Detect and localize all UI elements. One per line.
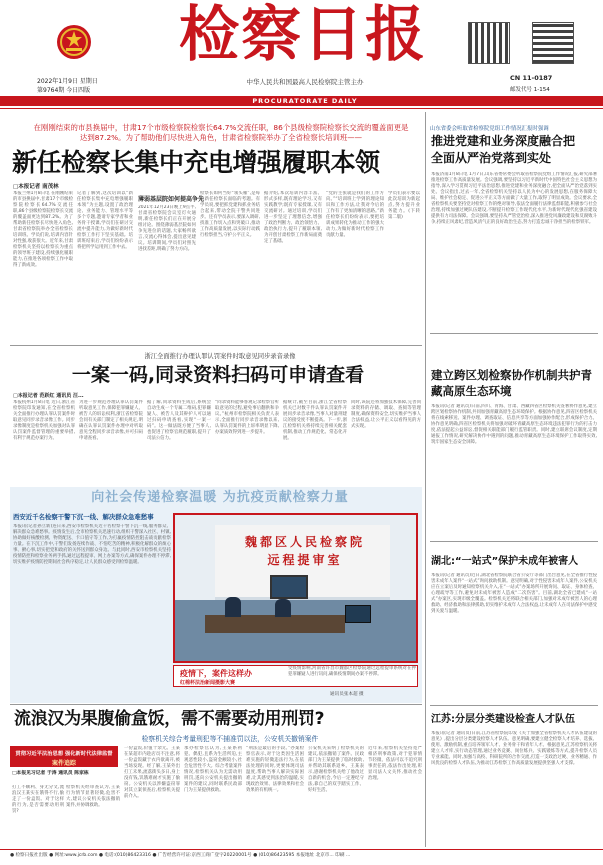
photo-banner: 向社会传递检察温暖 为抗疫贡献检察力量 xyxy=(91,490,349,505)
video-screen xyxy=(270,575,308,599)
story2-kicker: 浙江全面推行办理认罪认罚案件时取意见同步录音录像 xyxy=(144,353,296,360)
prosecutor-figure xyxy=(275,599,291,617)
right-body-3: 本报讯(记者 通讯员)近日,湖北省检察院联合省公安厅等部门出台意见,在全省推行性侵害未成年人案件“一站式”询问救助机制。意见明确,对于性侵害未成年人案件,公安机关应在立案后及时通知检察机关介入,在“一站式”办案场所开展询问、取证、身体检查、心理疏导等工作,避免对未成年被害人造成“二次伤害”。目前,湖北全省已建成“一站式”办案区,实现市级全覆盖。检察机关还将联合相关部门,加强对未成年被害人的心理救助、经济救助和法律援助,切实维护未成年人合法权益,让未成年人在司法保护中感受到关爱与温暖。 xyxy=(431,573,597,614)
story2-body-5: 据统计,截至目前,浙江全省检察机关已对数千件认罪认罚案件开展同步录音录像,当事人对量刑建议的接受度不断提高。下一步,浙江检察机关将持续完善相关配套机制,推动工作规范化、常态化开展。 xyxy=(283,400,347,441)
story3-headline: 流浪汉为果腹偷盒饭，需不需要动用刑罚? xyxy=(14,709,325,729)
national-emblem-icon xyxy=(56,24,92,60)
column-banner-sub: 案件追踪 xyxy=(51,760,76,767)
lead-column-5: 据介绍,本次培训内容丰富、形式多样,既有理论学习,又有实践教学;既有专家授课,又有交流研讨。通过培训,学员们进一步坚定了理想信念,增强了政治判断力、政治领悟力、政治执行力,提升了履职本领,为开创甘肃检察工作新局面奠定了基础。 xyxy=(264,191,322,244)
lead-column-2: 记者了解到,这次培训以“新任检察长集中充电增强履职本领”为主题,设置了政治理论、业务能力、管理水平等多个专题,邀请专家学者和业务骨干授课,学员们在研讨交流中提升能力,为做好新时代检察工作打下坚实基础。培训班结束后,学员们纷纷表示将把所学运用到工作中去。 xyxy=(77,191,133,250)
lead-column-4: 检察长如何当好“领头雁”,是每位新任检察长面临的考题。有学员说,要把抓党建和抓业务结合起来,带动全院干警共同进步。还有学员表示,要深入调研,找准工作切入点和突破口,推动工作高质量发展,以实际行动践行检察担当,守护公平正义。 xyxy=(200,191,260,238)
story2-body-6: 同时,该院还将加强技术保障,完善同录资料的存储、调取、查阅等管理制度,确保资料安全,切实维护当事人合法权益,让公平正义以看得见的方式实现。 xyxy=(351,400,421,429)
story3-kicker: 检察机关综合考量刑犯等不捕准罚以法，公安机关撤销案件 xyxy=(141,735,319,743)
news-photo xyxy=(173,513,418,663)
column-banner-title: 贯彻习近平法治思想 强化新时代法律监督 xyxy=(15,751,113,757)
story3-body-3: 一份盒饭,价值十余元。王某在某超市内趁店员不注意,将一份盒饭藏于衣内欲离开,被当场发现。经了解,王某外出打工未果,流落街头多日,身上没有钱,饥饿难耐才实施了偷窃。公安机关以涉嫌盗窃罪对其立案侦查后,检察机关提前介入。 xyxy=(124,746,180,799)
story2-body-1: 本报杭州1月8日电 近日,浙江省检察院印发通知,在全省检察机关全面推行办理认罪认罚案件时取意见同步录音录像工作。同步录像制度是检察机关加强对认罪认罚案件监督管理的重要举措,有利于规范办案行为。 xyxy=(13,400,75,441)
right-headline-1: 推进党建和业务深度融合把全面从严治党落到实处 xyxy=(431,134,576,165)
story3-body-5: “刑法是最后的手段。”办案检察官表示,对于这类因生活困难实施的轻微违法行为,在依法处理的同时,更要体现司法温度,帮助当事人解决实际困难,让其感受到法治的温暖,实现政治效果、法律效果和社会效果的有机统一。 xyxy=(246,746,304,793)
story2-body-4: “同录资料能够客观记录检察官听取意见的过程,避免事后翻供和争议。”杭州市检察院相关负责人表示,全面推行同步录音录像以来,认罪认罚案件的上诉率明显下降,办案质效得到进一步提升。 xyxy=(215,400,279,435)
right-body-1: 本报济南1月8日电 1月7日,山东省委常委会听取省检察院党组工作情况汇报,研究部署推进检察工作高质量发展。会议强调,要坚持以习近平新时代中国特色社会主义思想为指导,深入学习贯彻习近平法治思想,推进党建和业务深度融合,把全面从严治党落到实处。会议指出,过去一年,全省检察机关坚持以人民为中心的发展思想,在服务保障大局、维护社会稳定、促进公平正义等方面做了大量工作,取得了明显成效。会议要求,全省检察机关要坚持党对检察工作的绝对领导,依法全面履行法律监督职能,积极参与社会治理,持续加强过硬队伍建设,不断提升检察工作现代化水平,为新时代现代化强省建设提供有力司法保障。会议强调,要坚持从严管党治检,深入推进党风廉政建设和反腐败斗争,持续正风肃纪,营造风清气正的良好政治生态,努力打造忠诚干净担当的检察铁军。 xyxy=(431,172,597,225)
lead-headline: 新任检察长集中充电增强履职本领 xyxy=(12,148,380,177)
footer-info: ● 检察日报社出版 ● 网址:www.jcrb.com ● 电话:(010)86423316 ● 广告经营许可证:京西工商广登字20220001号 ● (010)86423595 本报地址 北京市... 印刷 ... xyxy=(10,853,351,858)
courtroom-sign-2: 远程提审室 xyxy=(267,553,343,567)
photo-caption-text: 受疫情影响,河南省许昌市魏都区检察院通过远程提审系统对在押犯罪嫌疑人进行讯问,确保疫情期间办案不停滞。 xyxy=(288,666,416,677)
right-body-4: 本报讯(记者 通讯员)日前,江苏省检察院印发《关于加强全省检察机关人才队伍建设的意见》,提出分层分类建设检察人才队伍。意见明确,要建立健全检察人才培养、选拔、使用、激励机制,重点培养领军人才、业务骨干和青年人才。根据意见,江苏检察机关将建立人才库,实行动态管理,通过业务竞赛、岗位练兵、实践锻炼等方式,提升检察人员专业素能。同时,加强与高校、科研院所的合作交流,打造一支政治过硬、业务精通、作风优良的检察人才队伍,为推动江苏检察工作高质量发展提供坚强人才支撑。 xyxy=(431,731,597,766)
prosecutor-figure xyxy=(225,597,241,617)
right-headline-2: 建立跨区划检察协作机制共护青藏高原生态环境 xyxy=(431,368,592,398)
qr-code-icon[interactable] xyxy=(468,22,510,64)
right-kicker-1: 山东省委会听取省检察院党组工作情况汇报时强调 xyxy=(430,126,549,132)
cn-number: CN 11-0187 xyxy=(510,74,553,82)
newspaper-title: 检察日报 xyxy=(179,0,427,70)
post-code: 邮发代号 1-154 xyxy=(510,87,550,93)
story2-byline: □本报记者 范跃红 通讯员 汪... xyxy=(13,393,84,399)
publisher-line: 中华人民共和国最高人民检察院主管主办 xyxy=(246,78,364,86)
lead-column-1: 本报兰州1月8日电 在刚刚结束的市县换届中,甘肃17个市级检察院检察长64.7%交流任职,86个县级检察院检察长交流的覆盖面更达到87.2%。为了帮助新任检察长尽快进入角色,甘肃省检察院举办全省检察长培训班。学员们说,培训内容针对性强,收获很大。近年来,甘肃检察机关坚持以检察长为重点的领导班子建设,持续强化履职能力,在推进各项检察工作中取得了新成效。 xyxy=(13,191,73,268)
right-headline-4: 江苏:分层分类建设检查人才队伍 xyxy=(431,714,575,725)
story3-body-2: 检察机关经审查认为,王某行为情节显著轻微,危害不大,建议公安机关依法撤销案件,并协调救助。 xyxy=(66,785,120,808)
story2-headline: 一案一码,同录资料扫码可申请查看 xyxy=(71,364,365,386)
right-headline-3: 湖北:“一站式”保护未成年被害人 xyxy=(431,556,579,567)
lead-subhead: 薄弱基层院如何提高争先 xyxy=(138,196,205,203)
desk xyxy=(205,615,345,633)
qr-code-icon[interactable] xyxy=(532,22,574,64)
lead-column-6: “党的主张就是我们的工作方向。”“培训班上学到的理论知识和工作方法,让我对今后的工作有了更加清晰的思路。”新任检察长们纷纷表示,要把培训成果转化为推动工作的强大动力,为做好新时代检察工作贡献力量。 xyxy=(326,191,384,238)
story3-byline: □本报见习记者 于涛 通讯员 陈家栋 xyxy=(12,771,89,776)
lead-byline: □本报记者 南茂林 xyxy=(13,184,59,190)
masthead xyxy=(0,0,603,96)
video-screen xyxy=(345,605,371,623)
photo-story-body: 本报讯(记者孙立新)连日来,西安市检察机关近千名检察干警下沉一线,服务群众、解决群众急难愁事。疫情发生后,全市检察机关迅速行动,组织干警深入社区、村镇,协助做好核酸检测、物资配送、卡口值守等工作,为打赢疫情防控阻击战贡献检察力量。在下沉工作中,干警们发扬连续作战、不怕吃苦的精神,积极化解群众的烦心事、揪心事,切实把党和政府的关怀送到群众身边。与此同时,西安市检察机关坚持疫情防控和检察业务两手抓,通过远程提审、网上办案等方式,确保案件办理不停滞,切实维护疫情防控期间社会秩序稳定,让人民群众感受到检察温暖。 xyxy=(13,524,171,565)
lead-column-3: 2021年12月23日晚上9点半,甘肃省检察院会议室灯火通明,新任检察长们正在开展分组讨论。围绕薄弱基层院如何争先进位的话题,大家畅所欲言,交流心得体会,提出意见建议。培训期间,学员们对照先进找差距,明确了努力方向。 xyxy=(138,205,196,252)
photo-story-title: 西安近千名检察干警下沉一线、解决群众急难愁事 xyxy=(13,513,154,521)
story3-body-6: 公安机关采纳了检察机关的建议,依法撤销了案件。民政部门为王某提供了临时救助,并帮助其联系返乡。王某表示,感谢检察机关给了他改过自新的机会,今后一定遵纪守法,靠自己的双手踏实工作、好好生活。 xyxy=(308,746,364,793)
photo-credit: 通讯员张本超 摄 xyxy=(330,692,364,697)
lead-column-7: 学员们表示要以此次培训为新起点,努力提升业务能力。(下转第二版) xyxy=(388,191,420,220)
issue-date: 2022年1月9日 星期日 xyxy=(37,78,98,85)
story3-body-7: 近年来,检察机关坚持宽严相济刑事政策,对于犯罪情节轻微、依法可以不追究刑事责任的,依法作出处理,彰显司法人文关怀,推动社会治理。 xyxy=(368,746,422,781)
photo-contest-logo: 红棉杯法治新闻摄影大赛 xyxy=(180,680,236,686)
issue-number: 第9764期 今日四版 xyxy=(37,87,91,94)
courtroom-sign: 魏都区人民检察院 xyxy=(244,535,365,549)
right-body-2: 本报讯(记者 通讯员)日前,四川、青海、甘肃、西藏四省区检察机关签署协作意见,建立跨区划检察协作机制,共同加强青藏高原生态环境保护。根据协作意见,四省区检察机关将在线索移送、案件办理、调查取证、信息共享等方面加强协作配合,形成保护合力。协作意见明确,四省区检察机关将加强对破坏青藏高原生态环境违法犯罪行为的打击力度,依法提起公益诉讼,督促相关职能部门履行监管职责。同时,建立联席会议制度,定期通报工作情况,研究解决协作中遇到的问题,推动青藏高原生态环境保护工作取得实效,筑牢国家生态安全屏障。 xyxy=(431,404,597,445)
story3-body-1: 打工不顺利、身无分文,流浪汉王某实在饿得不行,偷走了一份盒饭。对于这样的行为,是否需要动用刑罚? xyxy=(12,785,64,814)
lead-intro: 在刚刚结束的市县换届中，甘肃17个市级检察院检察长64.7%交流任职，86个县级检察院检察长交流的覆盖面更是达到87.2%。为了帮助他们尽快进入角色，甘肃省检察院举办了全省检察长培训班—— xyxy=(33,123,409,142)
story2-body-2: 为进一步规范办理认罪认罚案件听取意见工作,保障犯罪嫌疑人、被告人的诉讼权利,浙江省检察院会同有关部门制定了相关规定,明确在认罪认罚案件办理中对听取意见全程同步录音录像,并可扫码申请查看。 xyxy=(79,400,143,441)
photo-caption: 疫情下，案件这样办 xyxy=(180,669,252,678)
story2-body-3: 据了解,同录资料生成后,系统会自动生成一个专属二维码,犯罪嫌疑人、被告人及其辩护人可以通过扫码申请查看,实现“一案一码”。这一做法既方便了当事人,也促进了检察官规范履职,提升了司法公信力。 xyxy=(147,400,211,441)
english-title: PROCURATORATE DAILY xyxy=(220,97,390,105)
masthead-band xyxy=(0,96,603,106)
story3-body-4: 承办检察官认为,王某系初犯、偶犯,且系为生活所迫,主观恶性较小,盗窃金额较小,社会危害性不大。综合考量案件情况,检察机关认为无需动用刑罚,遂向公安机关提出撤销案件的建议,同时联系民政部门为王某提供救助。 xyxy=(184,746,242,793)
